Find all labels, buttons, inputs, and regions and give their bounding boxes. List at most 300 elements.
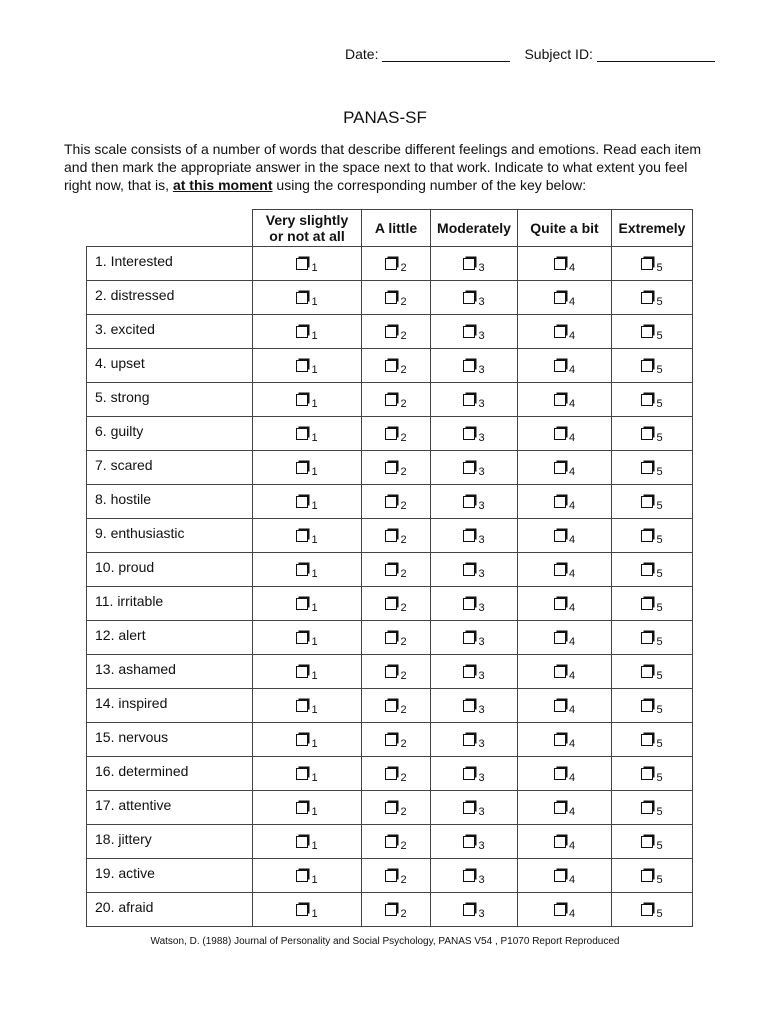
- checkbox-icon[interactable]: [385, 904, 397, 916]
- checkbox-icon[interactable]: [385, 326, 397, 338]
- response-cell: [362, 451, 431, 485]
- response-cell: [612, 621, 693, 655]
- response-checkbox[interactable]: [463, 424, 485, 444]
- checkbox-icon[interactable]: [296, 564, 308, 576]
- checkbox-icon[interactable]: [296, 768, 308, 780]
- checkbox-icon[interactable]: [641, 394, 653, 406]
- checkbox-icon[interactable]: [385, 870, 397, 882]
- checkbox-icon[interactable]: [554, 292, 566, 304]
- date-field[interactable]: [345, 46, 510, 62]
- scale-number: 3: [478, 874, 485, 886]
- checkbox-icon[interactable]: [641, 632, 653, 644]
- response-checkbox[interactable]: [296, 458, 318, 478]
- checkbox-icon[interactable]: [296, 258, 308, 270]
- response-checkbox[interactable]: [641, 458, 663, 478]
- response-checkbox[interactable]: [554, 730, 576, 750]
- checkbox-icon[interactable]: [463, 428, 475, 440]
- scale-number: 1: [311, 840, 318, 852]
- response-checkbox[interactable]: [385, 628, 407, 648]
- checkbox-icon[interactable]: [463, 564, 475, 576]
- response-checkbox[interactable]: [463, 458, 485, 478]
- response-checkbox[interactable]: [385, 560, 407, 580]
- checkbox-icon[interactable]: [463, 700, 475, 712]
- checkbox-icon[interactable]: [296, 496, 308, 508]
- response-checkbox[interactable]: [463, 288, 485, 308]
- checkbox-icon[interactable]: [463, 258, 475, 270]
- response-checkbox[interactable]: [463, 594, 485, 614]
- response-cell: [431, 451, 518, 485]
- checkbox-icon[interactable]: [385, 462, 397, 474]
- response-checkbox[interactable]: [385, 322, 407, 342]
- instructions-part2: using the corresponding number of the key below:: [272, 177, 587, 193]
- table-row: [87, 451, 693, 485]
- scale-number: 2: [400, 432, 407, 444]
- response-checkbox[interactable]: [385, 866, 407, 886]
- column-header-1-line2: or not at all: [269, 228, 345, 244]
- checkbox-icon[interactable]: [641, 734, 653, 746]
- scale-number: 2: [400, 806, 407, 818]
- response-checkbox[interactable]: [554, 560, 576, 580]
- checkbox-icon[interactable]: [554, 734, 566, 746]
- response-checkbox[interactable]: [385, 900, 407, 920]
- response-cell: [612, 247, 693, 281]
- response-cell: [253, 417, 362, 451]
- response-checkbox[interactable]: [554, 390, 576, 410]
- response-checkbox[interactable]: [463, 730, 485, 750]
- checkbox-icon[interactable]: [554, 496, 566, 508]
- checkbox-icon[interactable]: [296, 632, 308, 644]
- response-checkbox[interactable]: [385, 594, 407, 614]
- response-cell: [431, 587, 518, 621]
- checkbox-icon[interactable]: [296, 666, 308, 678]
- response-checkbox[interactable]: [385, 730, 407, 750]
- scale-number: 4: [568, 534, 576, 546]
- item-label: 19. active: [87, 859, 253, 893]
- scale-number: 1: [311, 602, 318, 614]
- checkbox-icon[interactable]: [641, 564, 653, 576]
- response-checkbox[interactable]: [641, 356, 663, 376]
- scale-number: 4: [568, 364, 576, 376]
- response-cell: [253, 587, 362, 621]
- checkbox-icon[interactable]: [385, 496, 397, 508]
- response-cell: [253, 247, 362, 281]
- checkbox-icon[interactable]: [296, 462, 308, 474]
- response-checkbox[interactable]: [641, 560, 663, 580]
- response-checkbox[interactable]: [463, 662, 485, 682]
- checkbox-icon[interactable]: [463, 632, 475, 644]
- scale-number: 5: [656, 602, 663, 614]
- scale-number: 4: [568, 874, 576, 886]
- checkbox-icon[interactable]: [554, 258, 566, 270]
- checkbox-icon[interactable]: [296, 530, 308, 542]
- checkbox-icon[interactable]: [554, 768, 566, 780]
- scale-number: 1: [311, 534, 318, 546]
- response-cell: [362, 553, 431, 587]
- checkbox-icon[interactable]: [641, 326, 653, 338]
- scale-number: 2: [400, 840, 407, 852]
- response-checkbox[interactable]: [385, 356, 407, 376]
- table-row: [87, 519, 693, 553]
- response-checkbox[interactable]: [463, 866, 485, 886]
- checkbox-icon[interactable]: [463, 768, 475, 780]
- response-checkbox[interactable]: [554, 458, 576, 478]
- checkbox-icon[interactable]: [554, 530, 566, 542]
- response-cell: [362, 247, 431, 281]
- response-checkbox[interactable]: [641, 696, 663, 716]
- checkbox-icon[interactable]: [641, 598, 653, 610]
- response-checkbox[interactable]: [296, 356, 318, 376]
- checkbox-icon[interactable]: [641, 700, 653, 712]
- table-row: [87, 621, 693, 655]
- checkbox-icon[interactable]: [296, 700, 308, 712]
- response-checkbox[interactable]: [554, 866, 576, 886]
- response-checkbox[interactable]: [385, 458, 407, 478]
- response-checkbox[interactable]: [641, 288, 663, 308]
- checkbox-icon[interactable]: [554, 598, 566, 610]
- checkbox-icon[interactable]: [554, 870, 566, 882]
- response-cell: [431, 723, 518, 757]
- response-checkbox[interactable]: [554, 662, 576, 682]
- checkbox-icon[interactable]: [463, 530, 475, 542]
- checkbox-icon[interactable]: [385, 394, 397, 406]
- subject-id-blank[interactable]: [597, 47, 715, 62]
- response-cell: [431, 757, 518, 791]
- checkbox-icon[interactable]: [296, 326, 308, 338]
- checkbox-icon[interactable]: [296, 734, 308, 746]
- response-checkbox[interactable]: [463, 696, 485, 716]
- checkbox-icon[interactable]: [296, 904, 308, 916]
- response-checkbox[interactable]: [463, 900, 485, 920]
- column-header-1-line1: Very slightly: [265, 212, 349, 228]
- checkbox-icon[interactable]: [385, 258, 397, 270]
- response-checkbox[interactable]: [385, 798, 407, 818]
- response-checkbox[interactable]: [641, 254, 663, 274]
- date-blank[interactable]: [382, 47, 510, 62]
- response-checkbox[interactable]: [463, 832, 485, 852]
- response-checkbox[interactable]: [554, 322, 576, 342]
- response-checkbox[interactable]: [385, 662, 407, 682]
- response-checkbox[interactable]: [641, 492, 663, 512]
- response-cell: [518, 349, 612, 383]
- response-cell: [253, 757, 362, 791]
- scale-number: 2: [400, 262, 407, 274]
- checkbox-icon[interactable]: [554, 462, 566, 474]
- checkbox-icon[interactable]: [554, 394, 566, 406]
- scale-number: 2: [400, 908, 407, 920]
- checkbox-icon[interactable]: [463, 836, 475, 848]
- checkbox-icon[interactable]: [296, 836, 308, 848]
- checkbox-icon[interactable]: [641, 904, 653, 916]
- scale-number: 5: [656, 806, 663, 818]
- table-row: [87, 281, 693, 315]
- item-label: 4. upset: [87, 349, 253, 383]
- response-checkbox[interactable]: [641, 424, 663, 444]
- response-checkbox[interactable]: [641, 798, 663, 818]
- response-cell: [253, 383, 362, 417]
- checkbox-icon[interactable]: [641, 496, 653, 508]
- checkbox-icon[interactable]: [296, 802, 308, 814]
- response-checkbox[interactable]: [296, 526, 318, 546]
- checkbox-icon[interactable]: [641, 666, 653, 678]
- checkbox-icon[interactable]: [385, 734, 397, 746]
- response-cell: [362, 519, 431, 553]
- response-checkbox[interactable]: [385, 832, 407, 852]
- response-cell: [362, 791, 431, 825]
- response-checkbox[interactable]: [641, 628, 663, 648]
- response-checkbox[interactable]: [641, 866, 663, 886]
- response-checkbox[interactable]: [554, 424, 576, 444]
- response-checkbox[interactable]: [296, 696, 318, 716]
- response-checkbox[interactable]: [463, 356, 485, 376]
- scale-number: 1: [311, 704, 318, 716]
- response-checkbox[interactable]: [641, 322, 663, 342]
- checkbox-icon[interactable]: [554, 836, 566, 848]
- checkbox-icon[interactable]: [385, 360, 397, 372]
- response-checkbox[interactable]: [463, 322, 485, 342]
- scale-number: 4: [568, 398, 576, 410]
- scale-number: 5: [656, 296, 663, 308]
- response-checkbox[interactable]: [554, 288, 576, 308]
- scale-number: 3: [478, 500, 485, 512]
- scale-number: 3: [478, 670, 485, 682]
- checkbox-icon[interactable]: [641, 870, 653, 882]
- response-checkbox[interactable]: [463, 254, 485, 274]
- response-checkbox[interactable]: [463, 390, 485, 410]
- response-checkbox[interactable]: [296, 764, 318, 784]
- item-label: 20. afraid: [87, 893, 253, 927]
- response-checkbox[interactable]: [296, 254, 318, 274]
- response-checkbox[interactable]: [296, 560, 318, 580]
- checkbox-icon[interactable]: [463, 292, 475, 304]
- checkbox-icon[interactable]: [554, 802, 566, 814]
- response-checkbox[interactable]: [554, 832, 576, 852]
- scale-number: 1: [311, 296, 318, 308]
- response-checkbox[interactable]: [554, 526, 576, 546]
- scale-number: 4: [568, 704, 576, 716]
- response-cell: [612, 893, 693, 927]
- response-checkbox[interactable]: [641, 390, 663, 410]
- response-checkbox[interactable]: [463, 492, 485, 512]
- checkbox-icon[interactable]: [554, 326, 566, 338]
- response-checkbox[interactable]: [296, 594, 318, 614]
- response-checkbox[interactable]: [385, 424, 407, 444]
- response-cell: [431, 553, 518, 587]
- scale-number: 5: [656, 704, 663, 716]
- response-checkbox[interactable]: [296, 424, 318, 444]
- response-checkbox[interactable]: [554, 798, 576, 818]
- response-checkbox[interactable]: [641, 662, 663, 682]
- response-cell: [362, 825, 431, 859]
- panas-table: [86, 209, 693, 927]
- table-row: [87, 757, 693, 791]
- scale-number: 4: [568, 466, 576, 478]
- column-header-3: [431, 210, 518, 247]
- response-cell: [431, 519, 518, 553]
- scale-number: 4: [568, 432, 576, 444]
- response-checkbox[interactable]: [463, 560, 485, 580]
- response-checkbox[interactable]: [385, 764, 407, 784]
- response-checkbox[interactable]: [296, 492, 318, 512]
- checkbox-icon[interactable]: [463, 904, 475, 916]
- response-cell: [518, 519, 612, 553]
- scale-number: 5: [656, 874, 663, 886]
- response-checkbox[interactable]: [641, 900, 663, 920]
- response-cell: [612, 689, 693, 723]
- response-cell: [518, 247, 612, 281]
- response-checkbox[interactable]: [296, 730, 318, 750]
- response-checkbox[interactable]: [554, 356, 576, 376]
- checkbox-icon[interactable]: [296, 360, 308, 372]
- checkbox-icon[interactable]: [296, 292, 308, 304]
- response-checkbox[interactable]: [296, 662, 318, 682]
- checkbox-icon[interactable]: [554, 700, 566, 712]
- form-header: [345, 46, 715, 62]
- response-cell: [612, 791, 693, 825]
- response-checkbox[interactable]: [554, 900, 576, 920]
- response-cell: [362, 723, 431, 757]
- response-checkbox[interactable]: [296, 628, 318, 648]
- checkbox-icon[interactable]: [385, 564, 397, 576]
- response-cell: [518, 383, 612, 417]
- response-checkbox[interactable]: [641, 594, 663, 614]
- checkbox-icon[interactable]: [385, 836, 397, 848]
- subject-id-label: Subject ID:: [524, 46, 593, 62]
- checkbox-icon[interactable]: [385, 768, 397, 780]
- checkbox-icon[interactable]: [641, 462, 653, 474]
- checkbox-icon[interactable]: [385, 666, 397, 678]
- checkbox-icon[interactable]: [641, 360, 653, 372]
- checkbox-icon[interactable]: [296, 428, 308, 440]
- response-cell: [253, 689, 362, 723]
- response-checkbox[interactable]: [385, 696, 407, 716]
- checkbox-icon[interactable]: [641, 292, 653, 304]
- scale-number: 3: [478, 466, 485, 478]
- response-cell: [431, 247, 518, 281]
- checkbox-icon[interactable]: [641, 802, 653, 814]
- scale-number: 2: [400, 874, 407, 886]
- checkbox-icon[interactable]: [463, 870, 475, 882]
- checkbox-icon[interactable]: [385, 632, 397, 644]
- scale-number: 1: [311, 262, 318, 274]
- scale-number: 5: [656, 500, 663, 512]
- response-checkbox[interactable]: [385, 492, 407, 512]
- checkbox-icon[interactable]: [554, 428, 566, 440]
- checkbox-icon[interactable]: [463, 326, 475, 338]
- checkbox-icon[interactable]: [554, 904, 566, 916]
- response-cell: [518, 315, 612, 349]
- response-checkbox[interactable]: [463, 798, 485, 818]
- scale-number: 1: [311, 908, 318, 920]
- checkbox-icon[interactable]: [554, 666, 566, 678]
- response-checkbox[interactable]: [296, 322, 318, 342]
- table-row: [87, 655, 693, 689]
- response-checkbox[interactable]: [296, 866, 318, 886]
- checkbox-icon[interactable]: [385, 292, 397, 304]
- scale-number: 5: [656, 466, 663, 478]
- checkbox-icon[interactable]: [296, 394, 308, 406]
- response-checkbox[interactable]: [385, 288, 407, 308]
- response-checkbox[interactable]: [554, 764, 576, 784]
- response-checkbox[interactable]: [385, 390, 407, 410]
- response-checkbox[interactable]: [296, 288, 318, 308]
- response-checkbox[interactable]: [554, 492, 576, 512]
- checkbox-icon[interactable]: [554, 632, 566, 644]
- response-checkbox[interactable]: [296, 798, 318, 818]
- response-cell: [253, 451, 362, 485]
- checkbox-icon[interactable]: [641, 768, 653, 780]
- response-checkbox[interactable]: [554, 254, 576, 274]
- page-title: PANAS-SF: [343, 108, 427, 127]
- checkbox-icon[interactable]: [554, 564, 566, 576]
- response-checkbox[interactable]: [296, 390, 318, 410]
- response-cell: [253, 281, 362, 315]
- checkbox-icon[interactable]: [385, 802, 397, 814]
- checkbox-icon[interactable]: [554, 360, 566, 372]
- subject-id-field[interactable]: [524, 46, 714, 62]
- column-header-5: [612, 210, 693, 247]
- scale-number: 1: [311, 568, 318, 580]
- response-checkbox[interactable]: [641, 526, 663, 546]
- scale-number: 2: [400, 602, 407, 614]
- response-checkbox[interactable]: [554, 594, 576, 614]
- checkbox-icon[interactable]: [463, 666, 475, 678]
- checkbox-icon[interactable]: [385, 700, 397, 712]
- response-checkbox[interactable]: [463, 526, 485, 546]
- checkbox-icon[interactable]: [463, 394, 475, 406]
- checkbox-icon[interactable]: [463, 496, 475, 508]
- response-checkbox[interactable]: [296, 900, 318, 920]
- checkbox-icon[interactable]: [385, 530, 397, 542]
- checkbox-icon[interactable]: [463, 598, 475, 610]
- instructions: [64, 140, 714, 194]
- checkbox-icon[interactable]: [641, 428, 653, 440]
- response-checkbox[interactable]: [641, 730, 663, 750]
- response-checkbox[interactable]: [385, 254, 407, 274]
- checkbox-icon[interactable]: [385, 598, 397, 610]
- checkbox-icon[interactable]: [463, 802, 475, 814]
- response-checkbox[interactable]: [463, 764, 485, 784]
- checkbox-icon[interactable]: [296, 598, 308, 610]
- response-cell: [518, 553, 612, 587]
- checkbox-icon[interactable]: [641, 836, 653, 848]
- item-label: 8. hostile: [87, 485, 253, 519]
- checkbox-icon[interactable]: [463, 462, 475, 474]
- checkbox-icon[interactable]: [463, 360, 475, 372]
- response-checkbox[interactable]: [641, 764, 663, 784]
- item-label: 5. strong: [87, 383, 253, 417]
- response-checkbox[interactable]: [641, 832, 663, 852]
- response-cell: [612, 281, 693, 315]
- scale-number: 4: [568, 500, 576, 512]
- checkbox-icon[interactable]: [641, 530, 653, 542]
- response-checkbox[interactable]: [296, 832, 318, 852]
- checkbox-icon[interactable]: [296, 870, 308, 882]
- response-cell: [431, 383, 518, 417]
- checkbox-icon[interactable]: [385, 428, 397, 440]
- response-checkbox[interactable]: [554, 696, 576, 716]
- response-cell: [518, 281, 612, 315]
- scale-number: 2: [400, 534, 407, 546]
- response-checkbox[interactable]: [385, 526, 407, 546]
- checkbox-icon[interactable]: [641, 258, 653, 270]
- response-checkbox[interactable]: [463, 628, 485, 648]
- response-cell: [362, 587, 431, 621]
- response-checkbox[interactable]: [554, 628, 576, 648]
- response-cell: [253, 519, 362, 553]
- scale-number: 3: [478, 568, 485, 580]
- checkbox-icon[interactable]: [463, 734, 475, 746]
- response-cell: [518, 893, 612, 927]
